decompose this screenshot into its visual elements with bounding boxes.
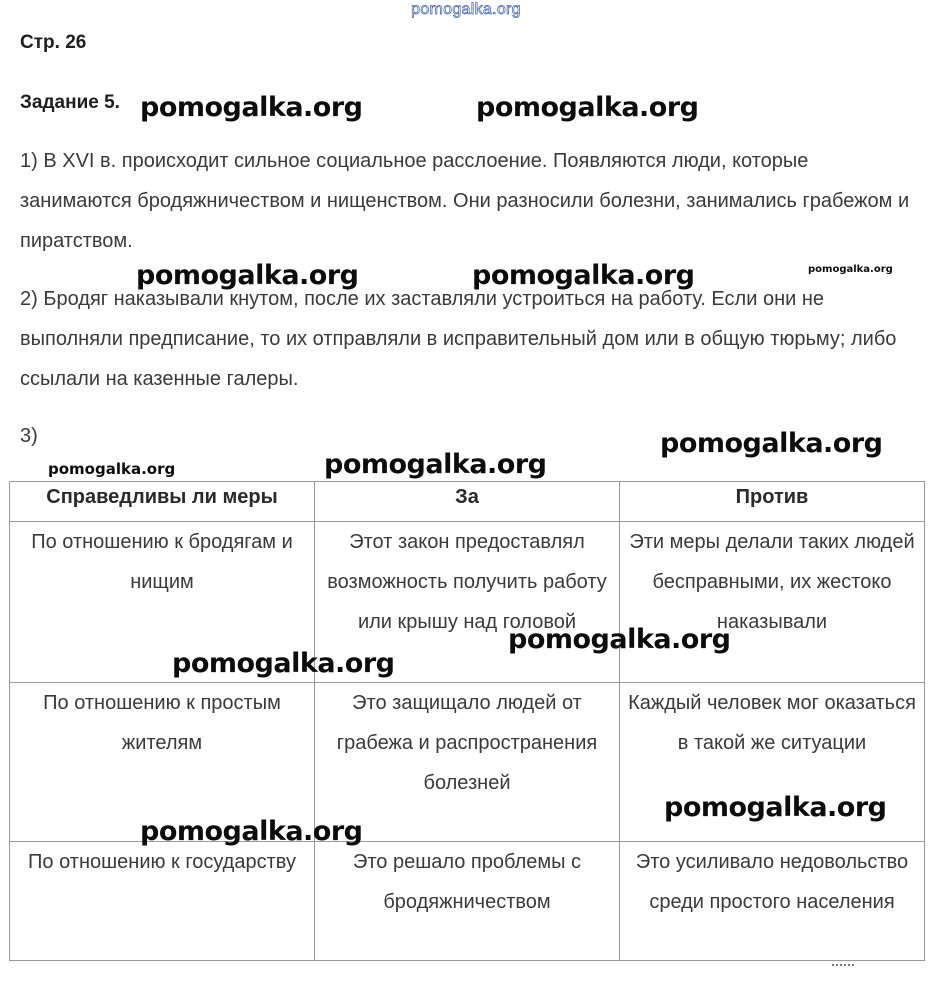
watermark-text: pomogalka.org	[508, 624, 731, 655]
watermark-text: pomogalka.org	[140, 92, 363, 123]
watermark-text: pomogalka.org	[664, 792, 887, 823]
table-header-cell: Справедливы ли меры	[10, 482, 315, 522]
table-header-row	[10, 482, 925, 522]
watermark-text: pomogalka.org	[140, 816, 363, 847]
table-cell: Это защищало людей от грабежа и распространения болезней	[315, 683, 620, 842]
answer-table	[9, 481, 925, 961]
table-cell: По отношению к простым жителям	[10, 683, 315, 842]
header-watermark: pomogalka.org	[411, 1, 521, 18]
watermark-text: pomogalka.org	[476, 92, 699, 123]
table-header-cell: За	[315, 482, 620, 522]
watermark-text: pomogalka.org	[324, 449, 547, 480]
table-cell: По отношению к бродягам и нищим	[10, 522, 315, 683]
watermark-text: pomogalka.org	[472, 260, 695, 291]
watermark-text: pomogalka.org	[808, 264, 893, 275]
answer-paragraph-1: 1) В XVI в. происходит сильное социальное расслоение. Появляются люди, которые занимаются бродяжничеством и нищенством. Они разносили болезни, занимались грабежом и пиратством.	[20, 150, 910, 252]
table-cell: Это решало проблемы с бродяжничеством	[315, 842, 620, 961]
page-title: Стр. 26	[20, 32, 87, 53]
table-row	[10, 842, 925, 961]
answer-paragraph-3-label: 3)	[20, 425, 38, 447]
task-title: Задание 5.	[20, 92, 120, 113]
table-cell: Каждый человек мог оказаться в такой же ситуации	[620, 683, 925, 842]
table-cell: Эти меры делали таких людей бесправными, их жестоко наказывали	[620, 522, 925, 683]
table-cell: Это усиливало недовольство среди простого населения	[620, 842, 925, 961]
watermark-text: pomogalka.org	[48, 460, 176, 478]
table-cell: Этот закон предоставлял возможность получить работу или крышу над головой	[315, 522, 620, 683]
page-corner-mark	[832, 964, 854, 969]
table-row	[10, 522, 925, 683]
watermark-text: pomogalka.org	[172, 648, 395, 679]
table-cell: По отношению к государству	[10, 842, 315, 961]
watermark-text: pomogalka.org	[660, 428, 883, 459]
table-header-cell: Против	[620, 482, 925, 522]
watermark-text: pomogalka.org	[136, 260, 359, 291]
answer-paragraph-2: 2) Бродяг наказывали кнутом, после их заставляли устроиться на работу. Если они не выполняли предписание, то их отправляли в исправительный дом или в общую тюрьму; либо ссылали на казенные галеры.	[20, 288, 897, 390]
